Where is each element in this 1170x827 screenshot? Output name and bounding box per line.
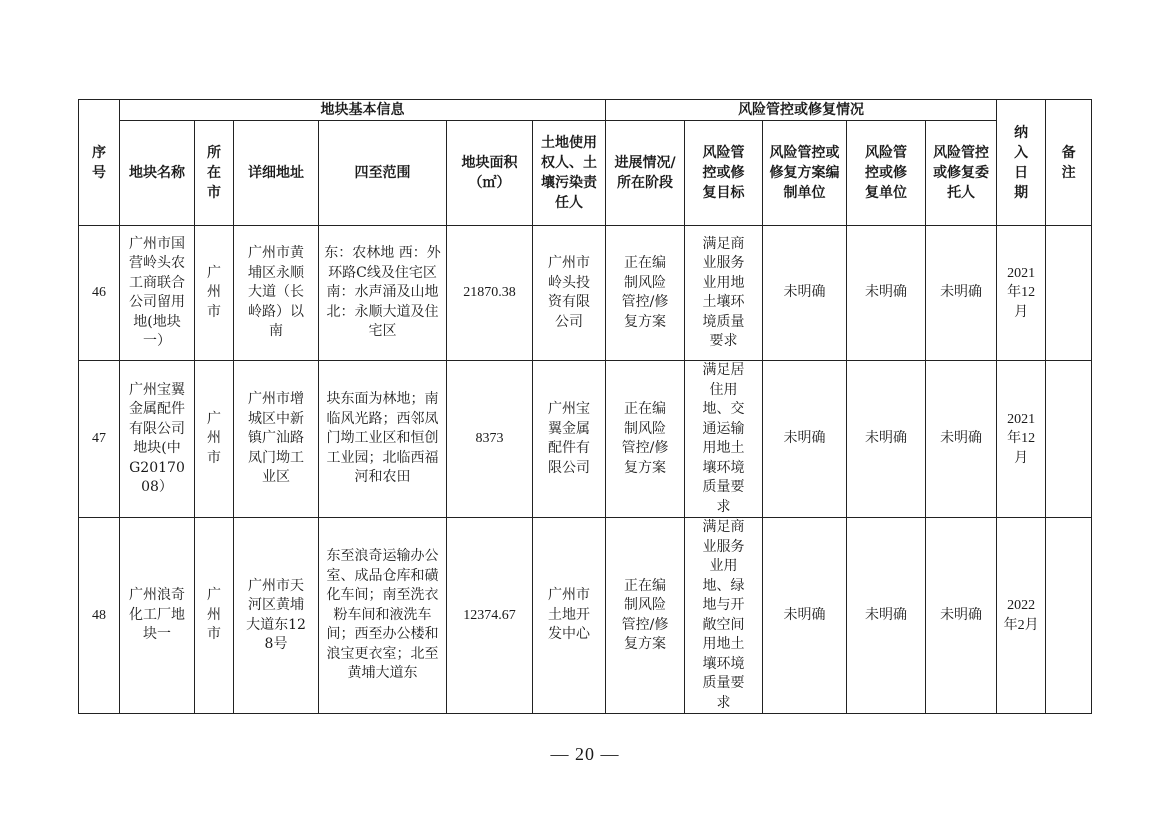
cell-address: 广州市天河区黄埔大道东128号	[234, 518, 319, 714]
cell-address: 广州市黄埔区永顺大道（长岭路）以南	[234, 226, 319, 361]
cell-boundaries: 块东面为林地；南临风光路；西邻凤门坳工业区和恒创工业园；北临西福河和农田	[319, 361, 447, 518]
header-client: 风险管控或修复委托人	[926, 121, 997, 226]
cell-remark	[1046, 226, 1092, 361]
cell-date: 2021年12月	[997, 226, 1046, 361]
header-exec-unit: 风险管控或修复单位	[847, 121, 926, 226]
cell-name: 广州浪奇化工厂地块一	[120, 518, 195, 714]
cell-target: 满足商业服务业用地、绿地与开敞空间用地土壤环境质量要求	[685, 518, 763, 714]
cell-responsible: 广州市岭头投资有限公司	[533, 226, 606, 361]
header-remark: 备注	[1046, 100, 1092, 226]
cell-client: 未明确	[926, 518, 997, 714]
cell-index: 47	[79, 361, 120, 518]
cell-plan-unit: 未明确	[763, 361, 847, 518]
cell-target: 满足居住用地、交通运输用地土壤环境质量要求	[685, 361, 763, 518]
cell-remark	[1046, 361, 1092, 518]
header-boundaries: 四至范围	[319, 121, 447, 226]
cell-boundaries: 东：农林地 西：外环路C线及住宅区 南：水声涌及山地 北：永顺大道及住宅区	[319, 226, 447, 361]
header-index: 序号	[79, 100, 120, 226]
cell-date: 2022年2月	[997, 518, 1046, 714]
header-responsible: 土地使用权人、土壤污染责任人	[533, 121, 606, 226]
header-area: 地块面积（㎡）	[447, 121, 533, 226]
table-row	[79, 361, 1092, 518]
land-parcel-table	[78, 99, 1092, 714]
cell-exec-unit: 未明确	[847, 226, 926, 361]
cell-plan-unit: 未明确	[763, 518, 847, 714]
header-plan-unit: 风险管控或修复方案编制单位	[763, 121, 847, 226]
cell-plan-unit: 未明确	[763, 226, 847, 361]
header-date: 纳入日期	[997, 100, 1046, 226]
cell-city: 广州市	[195, 518, 234, 714]
cell-responsible: 广州市土地开发中心	[533, 518, 606, 714]
cell-client: 未明确	[926, 226, 997, 361]
cell-area: 21870.38	[447, 226, 533, 361]
cell-name: 广州宝翼金属配件有限公司地块(中G2017008）	[120, 361, 195, 518]
header-city: 所在市	[195, 121, 234, 226]
group-header-basic-info: 地块基本信息	[120, 100, 606, 121]
cell-address: 广州市增城区中新镇广汕路凤门坳工业区	[234, 361, 319, 518]
cell-boundaries: 东至浪奇运输办公室、成品仓库和磺化车间；南至洗衣粉车间和液洗车间；西至办公楼和浪宝更衣室；北至黄埔大道东	[319, 518, 447, 714]
cell-city: 广州市	[195, 226, 234, 361]
cell-responsible: 广州宝翼金属配件有限公司	[533, 361, 606, 518]
table-row	[79, 226, 1092, 361]
cell-exec-unit: 未明确	[847, 518, 926, 714]
cell-progress: 正在编制风险管控/修复方案	[606, 518, 685, 714]
cell-area: 12374.67	[447, 518, 533, 714]
cell-area: 8373	[447, 361, 533, 518]
cell-progress: 正在编制风险管控/修复方案	[606, 361, 685, 518]
header-progress: 进展情况/所在阶段	[606, 121, 685, 226]
cell-date: 2021年12月	[997, 361, 1046, 518]
table-row	[79, 518, 1092, 714]
cell-index: 48	[79, 518, 120, 714]
page-number: — 20 —	[550, 744, 620, 764]
header-target: 风险管控或修复目标	[685, 121, 763, 226]
cell-remark	[1046, 518, 1092, 714]
cell-exec-unit: 未明确	[847, 361, 926, 518]
cell-client: 未明确	[926, 361, 997, 518]
cell-index: 46	[79, 226, 120, 361]
header-address: 详细地址	[234, 121, 319, 226]
cell-target: 满足商业服务业用地土壤环境质量要求	[685, 226, 763, 361]
cell-name: 广州市国营岭头农工商联合公司留用地(地块一）	[120, 226, 195, 361]
cell-city: 广州市	[195, 361, 234, 518]
header-name: 地块名称	[120, 121, 195, 226]
group-header-risk-control: 风险管控或修复情况	[606, 100, 997, 121]
cell-progress: 正在编制风险管控/修复方案	[606, 226, 685, 361]
